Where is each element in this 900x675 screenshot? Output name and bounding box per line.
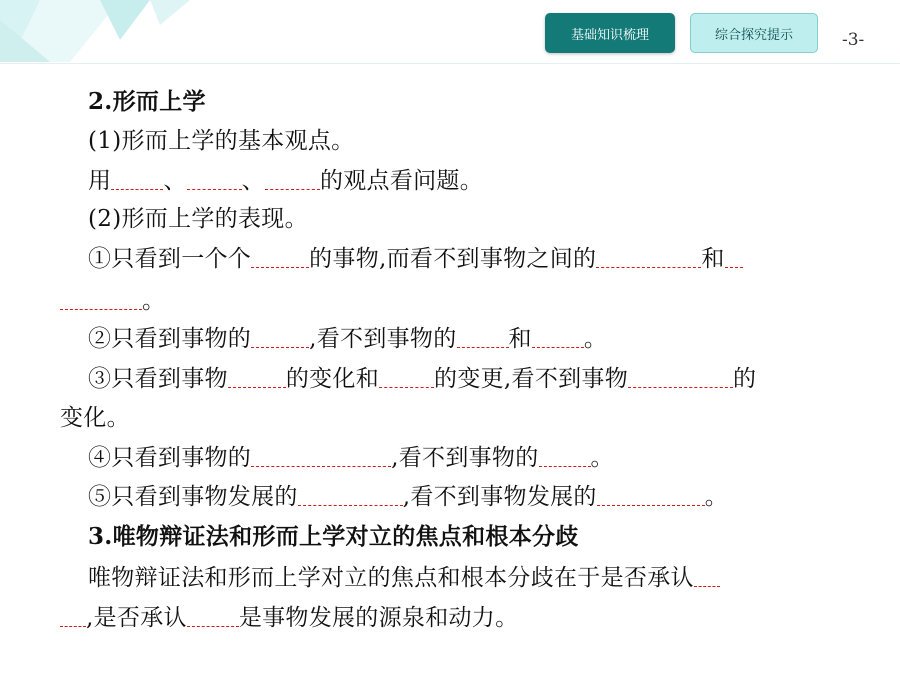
fill-blank	[596, 246, 701, 268]
fill-blank	[187, 168, 242, 190]
fill-blank	[379, 366, 434, 388]
s2-subheading-1: (1)形而上学的基本观点。	[88, 128, 355, 154]
item-1-line: ①只看到一个个 的事物,而看不到事物之间的 和	[88, 244, 743, 274]
section-3-title: 3.唯物辩证法和形而上学对立的焦点和根本分歧	[88, 523, 579, 550]
fill-blank	[251, 246, 309, 268]
tab-comprehensive-inquiry[interactable]: 综合探究提示	[690, 13, 818, 53]
fill-blank	[60, 605, 86, 627]
fill-blank	[251, 326, 309, 348]
tab-basic-knowledge[interactable]: 基础知识梳理	[545, 13, 675, 53]
item-1-continuation: 。	[60, 286, 165, 316]
item-3-continuation: 变化。	[60, 405, 130, 431]
fill-blank	[111, 168, 163, 190]
fill-blank	[298, 484, 403, 506]
item-4-line: ④只看到事物的 ,看不到事物的 。	[88, 445, 614, 471]
fill-blank	[725, 246, 743, 268]
fill-blank	[228, 366, 286, 388]
fill-blank	[539, 445, 591, 467]
fill-blank	[694, 565, 720, 587]
fill-blank	[597, 484, 705, 506]
s2-basic-view-line: 用 、 、 的观点看问题。	[88, 168, 484, 194]
s3-body-line-1: 唯物辩证法和形而上学对立的焦点和根本分歧在于是否承认	[88, 563, 720, 593]
header-divider	[0, 63, 900, 64]
fill-blank	[60, 288, 142, 310]
s3-body-line-2: ,是否承认 是事物发展的源泉和动力。	[60, 603, 518, 633]
fill-blank	[251, 445, 391, 467]
item-2-line: ②只看到事物的 ,看不到事物的 和 。	[88, 326, 608, 352]
page-number: -3-	[842, 30, 865, 50]
section-2-title: 2.形而上学	[88, 88, 206, 115]
s2-subheading-2: (2)形而上学的表现。	[88, 206, 308, 232]
fill-blank	[628, 366, 733, 388]
item-5-line: ⑤只看到事物发展的 ,看不到事物发展的 。	[88, 484, 729, 510]
item-3-line: ③只看到事物 的变化和 的变更,看不到事物 的	[88, 366, 757, 392]
fill-blank	[457, 326, 509, 348]
corner-decoration	[0, 0, 200, 62]
fill-blank	[187, 605, 239, 627]
fill-blank	[265, 168, 320, 190]
fill-blank	[532, 326, 584, 348]
